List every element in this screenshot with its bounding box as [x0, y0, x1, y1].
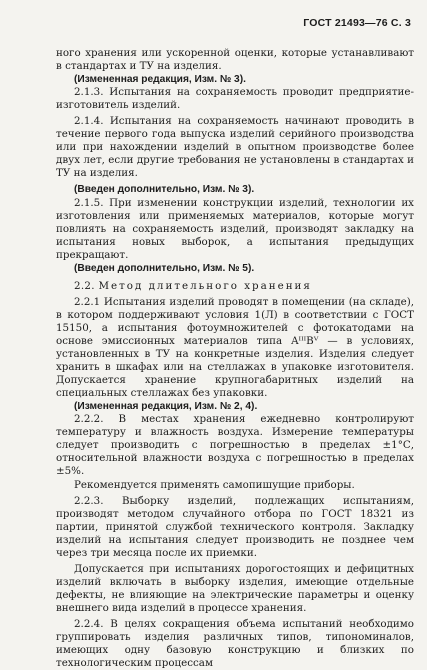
clause-2-2-1: 2.2.1 Испытания изделий проводят в помещении (на складе), в котором поддерживают условия 1(Л) в соответствии с ГОСТ 15150, а испытания фотоумножителей с фотокатодами на основе эмиссионных материалов типа AᴵᴵᴵBⱽ — в условиях, установленных в ТУ на конкретные изделия. Изделия следует хранить в шкафах или на стеллажах в упаковке изготовителя. Допускается хранение крупногабаритных изделий на специальных стеллажах без упаковки.	[56, 295, 414, 400]
page-header: ГОСТ 21493—76 С. 3	[303, 17, 411, 29]
recommendation-text: Рекомендуется применять самопишущие приборы.	[74, 478, 355, 491]
section-number: 2.2.	[74, 279, 95, 292]
allowance-paragraph: Допускается при испытаниях дорогостоящих и дефицитных изделий включать в выборку изделия, имеющие отдельные дефекты, не влияющие на электрические параметры и оценку внешнего вида изделий в процессе хранения.	[56, 562, 414, 614]
amendment-note: (Введен дополнительно, Изм. № 5).	[74, 262, 255, 274]
clause-2-1-5: 2.1.5. При изменении конструкции изделий, технологии их изготовления или применяемых материалов, которые могут повлиять на сохраняемость изделий, производят закладку на испытания новых выборок, а испытания предыдущих прекращают.	[56, 196, 414, 261]
section-title: Метод длительного хранения	[98, 279, 312, 292]
clause-2-1-4: 2.1.4. Испытания на сохраняемость начинают проводить в течение первого года выпуска изделий серийного производства или при нахождении изделий в опытном производстве более двух лет, если другие требования не установлены в стандартах и ТУ на изделия.	[56, 115, 414, 180]
amendment-note: (Измененная редакция, Изм. № 3).	[74, 74, 246, 86]
clause-2-2-3: 2.2.3. Выборку изделий, подлежащих испытаниям, производят методом случайного отбора по ГОСТ 18321 из партии, принятой службой технического контроля. Закладку изделий на испытания следует производить не позднее чем через три месяца после их приемки.	[56, 494, 414, 559]
section-heading	[56, 280, 414, 293]
amendment-note: (Измененная редакция, Изм. № 2, 4).	[74, 401, 258, 413]
paragraph-continuation: ного хранения или ускоренной оценки, которые устанавливают в стандартах и ТУ на изделия.	[56, 47, 414, 73]
clause-2-1-3: 2.1.3. Испытания на сохраняемость проводит предприятие-изготовитель изделий.	[56, 86, 414, 112]
clause-2-2-2: 2.2.2. В местах хранения ежедневно контролируют температуру и влажность воздуха. Измерение температуры следует производить с погрешностью в пределах ±1°С, относительной влажности воздуха с погрешностью в пределах ±5%.	[56, 413, 414, 478]
document-body	[56, 47, 414, 670]
clause-2-2-4: 2.2.4. В целях сокращения объема испытаний необходимо группировать изделия различных типов, типономиналов, имеющих одну базовую конструкцию и близких по технологическим процессам	[56, 617, 414, 670]
amendment-note: (Введен дополнительно, Изм. № 3).	[74, 184, 255, 196]
